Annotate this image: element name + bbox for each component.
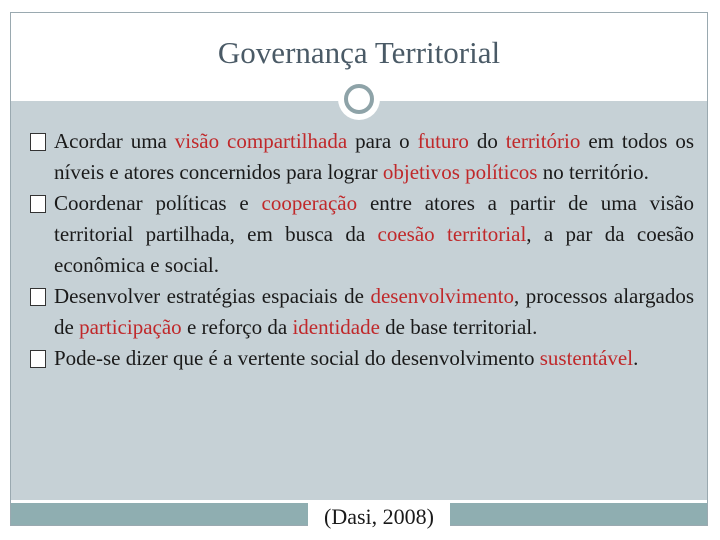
bullet-list	[30, 126, 694, 374]
bullet-text: em todos os níveis e atores concernidos para lograr	[54, 129, 694, 184]
bullet-box-icon	[30, 288, 46, 306]
highlighted-term: desenvolvimento	[370, 284, 514, 308]
bullet-text: Desenvolver estratégias espaciais de	[54, 284, 371, 308]
slide-title: Governança Territorial	[217, 35, 501, 70]
bullet-text: e reforço da	[181, 315, 293, 339]
bullet-text: Acordar uma	[54, 129, 175, 153]
highlighted-term: coesão territorial	[377, 222, 527, 246]
bullet-item	[30, 126, 694, 188]
bullet-box-icon	[30, 133, 46, 151]
bullet-box-icon	[30, 195, 46, 213]
bullet-text: Coordenar políticas e	[54, 191, 262, 215]
highlighted-term: futuro	[417, 129, 469, 153]
highlighted-term: objetivos políticos	[382, 160, 538, 184]
bullet-item	[30, 188, 694, 281]
bullet-text: de base territorial.	[379, 315, 538, 339]
highlighted-term: cooperação	[261, 191, 358, 215]
bullet-text: , processos alargados de	[54, 284, 694, 339]
bullet-item	[30, 343, 694, 374]
bullet-text: no território.	[537, 160, 649, 184]
bullet-text: entre atores a partir de uma visão territorial partilhada, em busca da	[54, 191, 694, 246]
highlighted-term: território	[505, 129, 581, 153]
source-citation: (Dasi, 2008)	[308, 502, 450, 528]
bullet-text: .	[633, 346, 639, 370]
highlighted-term: participação	[79, 315, 182, 339]
bullet-item	[30, 281, 694, 343]
highlighted-term: identidade	[292, 315, 380, 339]
highlighted-term: visão compartilhada	[174, 129, 348, 153]
highlighted-term: sustentável	[539, 346, 634, 370]
bullet-text: do	[468, 129, 506, 153]
bullet-box-icon	[30, 350, 46, 368]
decorative-ring-icon	[338, 78, 380, 120]
bullet-text: , a par da coesão econômica e social.	[54, 222, 695, 277]
bullet-text: Pode-se dizer que é a vertente social do desenvolvimento	[54, 346, 540, 370]
bullet-text: para o	[347, 129, 418, 153]
